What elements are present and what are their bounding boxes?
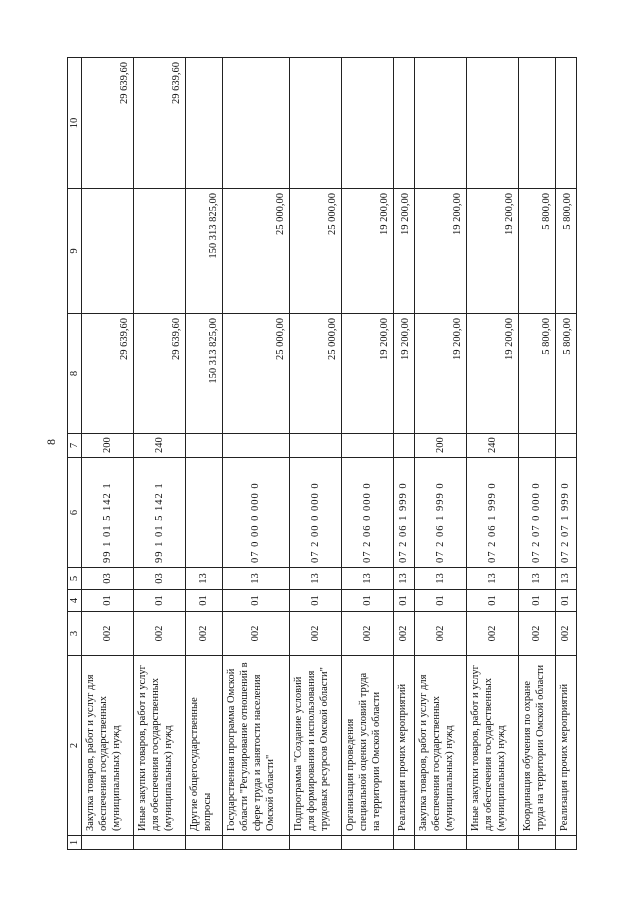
amount-total-cell: 25 000,00	[222, 314, 289, 434]
subsection-cell: 13	[393, 568, 414, 590]
column-header-7: 7	[68, 434, 82, 458]
ministry-code-cell: 002	[222, 612, 289, 656]
section-cell: 01	[415, 590, 467, 612]
target-article-cell: 07 2 07 1 999 0	[555, 458, 576, 568]
ministry-code-cell: 002	[393, 612, 414, 656]
row-index-cell	[467, 836, 519, 850]
amount-total-cell: 29 639,60	[134, 314, 186, 434]
target-article-cell: 07 2 06 1 999 0	[467, 458, 519, 568]
amount-col9-cell: 150 313 825,00	[186, 189, 223, 314]
target-article-cell: 07 2 06 1 999 0	[415, 458, 467, 568]
subsection-cell: 13	[467, 568, 519, 590]
expense-type-cell: 240	[134, 434, 186, 458]
column-header-5: 5	[68, 568, 82, 590]
expense-type-cell	[341, 434, 393, 458]
expense-type-cell	[186, 434, 223, 458]
amount-col9-cell	[134, 189, 186, 314]
amount-total-cell: 5 800,00	[519, 314, 556, 434]
amount-col9-cell: 5 800,00	[555, 189, 576, 314]
expense-type-cell	[519, 434, 556, 458]
target-article-cell: 99 1 01 5 142 1	[134, 458, 186, 568]
table-row	[467, 58, 519, 850]
ministry-code-cell: 002	[555, 612, 576, 656]
ministry-code-cell: 002	[82, 612, 134, 656]
ministry-code-cell: 002	[341, 612, 393, 656]
table-row	[555, 58, 576, 850]
ministry-code-cell: 002	[415, 612, 467, 656]
table-row	[222, 58, 289, 850]
amount-col10-cell	[186, 58, 223, 189]
row-index-cell	[134, 836, 186, 850]
expense-type-cell: 200	[415, 434, 467, 458]
amount-col10-cell	[467, 58, 519, 189]
row-name-cell: Другие общегосударственные вопросы	[186, 656, 223, 836]
expense-type-cell: 240	[467, 434, 519, 458]
table-row	[82, 58, 134, 850]
section-cell: 01	[82, 590, 134, 612]
amount-col10-cell	[341, 58, 393, 189]
row-name-cell: Закупка товаров, работ и услуг для обеспечения государственных (муниципальных) нужд	[82, 656, 134, 836]
target-article-cell: 07 2 06 1 999 0	[393, 458, 414, 568]
ministry-code-cell: 002	[519, 612, 556, 656]
table-row	[290, 58, 342, 850]
target-article-cell: 07 2 07 0 000 0	[519, 458, 556, 568]
subsection-cell: 13	[555, 568, 576, 590]
subsection-cell: 13	[415, 568, 467, 590]
column-header-4: 4	[68, 590, 82, 612]
section-cell: 01	[519, 590, 556, 612]
amount-total-cell: 19 200,00	[415, 314, 467, 434]
amount-total-cell: 19 200,00	[467, 314, 519, 434]
expense-type-cell	[393, 434, 414, 458]
row-name-cell: Координация обучения по охране труда на территории Омской области	[519, 656, 556, 836]
row-index-cell	[290, 836, 342, 850]
section-cell: 01	[393, 590, 414, 612]
section-cell: 01	[341, 590, 393, 612]
row-name-cell: Иные закупки товаров, работ и услуг для обеспечения государственных (муниципальных) нужд	[467, 656, 519, 836]
subsection-cell: 13	[341, 568, 393, 590]
table-row	[341, 58, 393, 850]
column-header-10: 10	[68, 58, 82, 189]
amount-col10-cell	[222, 58, 289, 189]
subsection-cell: 13	[186, 568, 223, 590]
target-article-cell	[186, 458, 223, 568]
row-index-cell	[186, 836, 223, 850]
ministry-code-cell: 002	[186, 612, 223, 656]
amount-total-cell: 5 800,00	[555, 314, 576, 434]
amount-col10-cell	[290, 58, 342, 189]
expense-type-cell	[555, 434, 576, 458]
amount-col9-cell: 19 200,00	[341, 189, 393, 314]
expense-type-cell	[222, 434, 289, 458]
row-name-cell: Организация проведения специальной оценки условий труда на территории Омской области	[341, 656, 393, 836]
row-index-cell	[555, 836, 576, 850]
expense-type-cell	[290, 434, 342, 458]
target-article-cell: 99 1 01 5 142 1	[82, 458, 134, 568]
row-name-cell: Реализация прочих мероприятий	[393, 656, 414, 836]
table-row	[134, 58, 186, 850]
amount-col9-cell	[82, 189, 134, 314]
target-article-cell: 07 2 00 0 000 0	[290, 458, 342, 568]
table-row	[393, 58, 414, 850]
table-row	[415, 58, 467, 850]
table-row	[519, 58, 556, 850]
section-cell: 01	[290, 590, 342, 612]
expense-type-cell: 200	[82, 434, 134, 458]
column-header-8: 8	[68, 314, 82, 434]
section-cell: 01	[134, 590, 186, 612]
ministry-code-cell: 002	[290, 612, 342, 656]
table-body	[82, 58, 577, 850]
budget-table	[67, 57, 577, 850]
subsection-cell: 03	[82, 568, 134, 590]
target-article-cell: 07 0 00 0 000 0	[222, 458, 289, 568]
row-name-cell: Иные закупки товаров, работ и услуг для обеспечения государственных (муниципальных) нужд	[134, 656, 186, 836]
amount-total-cell: 19 200,00	[341, 314, 393, 434]
amount-col10-cell	[415, 58, 467, 189]
amount-col9-cell: 25 000,00	[222, 189, 289, 314]
amount-total-cell: 19 200,00	[393, 314, 414, 434]
column-header-3: 3	[68, 612, 82, 656]
section-cell: 01	[555, 590, 576, 612]
section-cell: 01	[467, 590, 519, 612]
amount-col10-cell: 29 639,60	[134, 58, 186, 189]
amount-col9-cell: 25 000,00	[290, 189, 342, 314]
amount-col9-cell: 19 200,00	[467, 189, 519, 314]
row-index-cell	[341, 836, 393, 850]
amount-total-cell: 150 313 825,00	[186, 314, 223, 434]
row-name-cell: Реализация прочих мероприятий	[555, 656, 576, 836]
amount-total-cell: 25 000,00	[290, 314, 342, 434]
amount-col10-cell	[393, 58, 414, 189]
column-header-9: 9	[68, 189, 82, 314]
subsection-cell: 13	[290, 568, 342, 590]
amount-total-cell: 29 639,60	[82, 314, 134, 434]
target-article-cell: 07 2 06 0 000 0	[341, 458, 393, 568]
amount-col10-cell	[519, 58, 556, 189]
amount-col9-cell: 19 200,00	[393, 189, 414, 314]
row-index-cell	[222, 836, 289, 850]
row-index-cell	[519, 836, 556, 850]
ministry-code-cell: 002	[134, 612, 186, 656]
ministry-code-cell: 002	[467, 612, 519, 656]
row-name-cell: Подпрограмма "Создание условий для формирования и использования трудовых ресурсов Омской области"	[290, 656, 342, 836]
row-index-cell	[415, 836, 467, 850]
row-name-cell: Закупка товаров, работ и услуг для обеспечения государственных (муниципальных) нужд	[415, 656, 467, 836]
subsection-cell: 13	[519, 568, 556, 590]
page-number: 8	[44, 439, 58, 445]
section-cell: 01	[186, 590, 223, 612]
amount-col10-cell	[555, 58, 576, 189]
row-index-cell	[82, 836, 134, 850]
section-cell: 01	[222, 590, 289, 612]
amount-col10-cell: 29 639,60	[82, 58, 134, 189]
header-row	[68, 58, 82, 850]
column-header-6: 6	[68, 458, 82, 568]
table-row	[186, 58, 223, 850]
amount-col9-cell: 5 800,00	[519, 189, 556, 314]
subsection-cell: 13	[222, 568, 289, 590]
budget-table-rotated	[67, 58, 577, 850]
row-name-cell: Государственная программа Омской области "Регулирование отношений в сфере труда и занятости населения Омской области"	[222, 656, 289, 836]
column-header-2: 2	[68, 656, 82, 836]
row-index-cell	[393, 836, 414, 850]
column-header-1: 1	[68, 836, 82, 850]
subsection-cell: 03	[134, 568, 186, 590]
amount-col9-cell: 19 200,00	[415, 189, 467, 314]
